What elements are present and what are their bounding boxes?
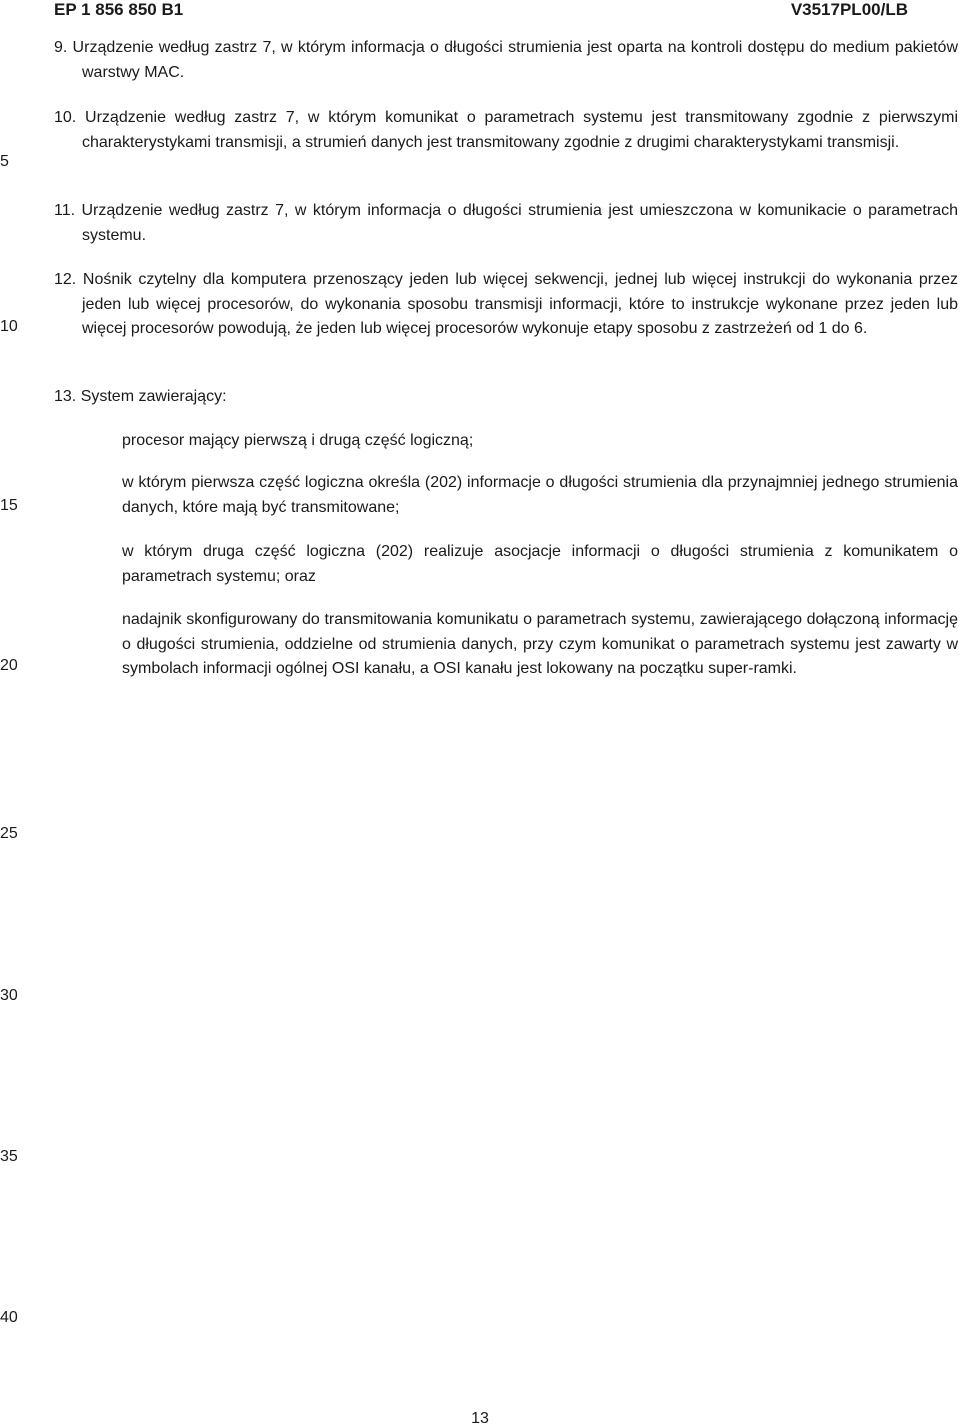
line-number-40: 40	[0, 1309, 18, 1326]
claim-10	[54, 106, 958, 155]
claim-9	[54, 36, 958, 85]
claim-13-item-2: w którym pierwsza część logiczna określa (202) informacje o długości strumienia dla przynajmniej jednego strumienia danych, które mają być transmitowane;	[122, 474, 958, 516]
document-code: V3517PL00/LB	[790, 0, 908, 19]
line-number-5: 5	[0, 153, 9, 170]
claim-12-text: 12. Nośnik czytelny dla komputera przenoszący jeden lub więcej sekwencji, jednej lub więcej instrukcji do wykonania przez jeden lub więcej procesorów, do wykonania sposobu transmisji informacji, które to instrukcje wykonane przez jeden lub więcej procesorów powodują, że jeden lub więcej procesorów wykonuje etapy sposobu z zastrzeżeń od 1 do 6.	[54, 271, 958, 337]
claim-13	[54, 385, 958, 410]
claim-11-text: 11. Urządzenie według zastrz 7, w którym informacja o długości strumienia jest umieszczona w komunikacie o parametrach systemu.	[54, 202, 958, 244]
claim-13-text: 13. System zawierający:	[54, 388, 227, 405]
claim-13-item-4: nadajnik skonfigurowany do transmitowania komunikatu o parametrach systemu, zawierającego dołączoną informację o długości strumienia, oddzielne od strumienia danych, przy czym komunikat o parametrach systemu jest zawarty w symbolach informacji ogólnej OSI kanału, a OSI kanału jest lokowany na początku super-ramki.	[122, 611, 958, 677]
line-number-35: 35	[0, 1148, 18, 1165]
line-number-30: 30	[0, 987, 18, 1004]
claim-10-text: 10. Urządzenie według zastrz 7, w którym komunikat o parametrach systemu jest transmitowany zgodnie z pierwszymi charakterystykami transmisji, a strumień danych jest transmitowany zgodnie z drugimi charakterystykami transmisji.	[54, 109, 958, 151]
claim-9-text: 9. Urządzenie według zastrz 7, w którym informacja o długości strumienia jest oparta na kontroli dostępu do medium pakietów warstwy MAC.	[54, 39, 958, 81]
claim-13-item-3: w którym druga część logiczna (202) realizuje asocjacje informacji o długości strumienia z komunikatem o parametrach systemu; oraz	[122, 543, 958, 585]
claim-13-item-1: procesor mający pierwszą i drugą część logiczną;	[122, 432, 474, 449]
claim-12	[54, 268, 958, 342]
line-number-20: 20	[0, 657, 18, 674]
line-number-25: 25	[0, 825, 18, 842]
patent-number: EP 1 856 850 B1	[54, 0, 184, 19]
line-number-15: 15	[0, 497, 18, 514]
claim-11	[54, 199, 958, 248]
page-number: 13	[471, 1410, 489, 1427]
line-number-10: 10	[0, 318, 18, 335]
